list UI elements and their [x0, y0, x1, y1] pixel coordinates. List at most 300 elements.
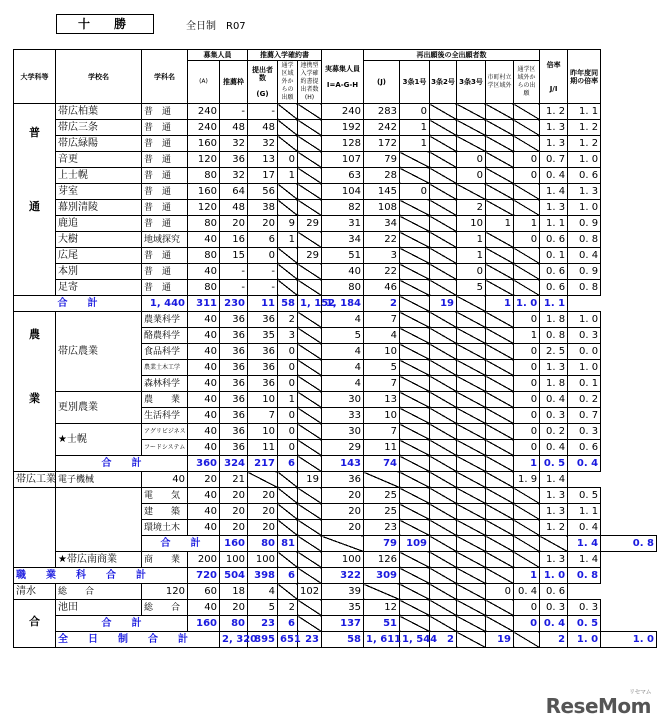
cell-go — [278, 120, 298, 136]
cell-sf: 80 — [248, 536, 278, 552]
cell-a: 160 — [188, 136, 220, 152]
cell-jo: 0 — [514, 408, 540, 424]
cell-jm — [486, 616, 514, 632]
cell-go — [278, 136, 298, 152]
cell-g2: 651 — [278, 632, 298, 648]
school-name: 池田 — [56, 600, 142, 616]
department-name: アグリビジネス — [142, 424, 188, 440]
cell-g2: 35 — [248, 328, 278, 344]
cell-j2 — [430, 424, 457, 440]
cell-sf: - — [220, 280, 248, 296]
cell-jo: 2 — [540, 632, 568, 648]
department-name: 普 通 — [142, 168, 188, 184]
cell-g2: 36 — [248, 312, 278, 328]
cell-j2 — [430, 152, 457, 168]
cell-i: 35 — [322, 600, 364, 616]
cell-sf: - — [220, 104, 248, 120]
school-name: 幕別清陵 — [56, 200, 142, 216]
cell-jo — [514, 504, 540, 520]
cell-j1 — [364, 584, 400, 600]
cell-j3 — [457, 616, 486, 632]
cell-r: 0. 6 — [540, 232, 568, 248]
cell-sf: 20 — [220, 488, 248, 504]
department-name: 森林科学 — [142, 376, 188, 392]
col-actual: 実募集人員 I=A-G-H — [322, 50, 364, 104]
cell-j: 7 — [364, 424, 400, 440]
cell-go: 0 — [278, 360, 298, 376]
cell-j2 — [430, 456, 457, 472]
col-school: 学校名 — [56, 50, 142, 104]
department-name: 生活科学 — [142, 408, 188, 424]
cell-jm — [486, 456, 514, 472]
cell-p: 1. 1 — [568, 104, 601, 120]
cell-r: 1. 3 — [540, 200, 568, 216]
cell-jm: 1 — [486, 216, 514, 232]
cell-i: 63 — [322, 168, 364, 184]
cell-go: 1 — [278, 392, 298, 408]
cell-p: 1. 4 — [568, 552, 601, 568]
col-reapp-j: (J) — [364, 61, 400, 104]
cell-jm — [486, 504, 514, 520]
cell-jm — [486, 248, 514, 264]
cell-p: 1. 1 — [540, 296, 568, 312]
cell-j3: 10 — [457, 216, 486, 232]
cell-jo: 1 — [486, 296, 514, 312]
cell-g2: 13 — [248, 152, 278, 168]
cell-p: 0. 8 — [568, 280, 601, 296]
cell-h — [298, 152, 322, 168]
cell-p: 0. 6 — [568, 168, 601, 184]
department-name: 普 通 — [142, 200, 188, 216]
cell-i: 4 — [322, 376, 364, 392]
cell-g2: 230 — [220, 296, 248, 312]
school-name: 音更 — [56, 152, 142, 168]
cell-a: 160 — [188, 184, 220, 200]
cell-j3 — [457, 520, 486, 536]
category-label: 通 — [29, 199, 40, 213]
cell-h: 58 — [322, 632, 364, 648]
cell-sf: 32 — [220, 168, 248, 184]
cell-r: 1. 3 — [540, 504, 568, 520]
cell-h — [298, 280, 322, 296]
col-group: 大学科等 — [14, 50, 56, 104]
cell-j1 — [400, 360, 430, 376]
cell-h — [322, 536, 364, 552]
cell-sf: 36 — [220, 328, 248, 344]
col-dept: 学科名 — [142, 50, 188, 104]
department-name: 酪農科学 — [142, 328, 188, 344]
col-suisen-group: 推薦入学確約書 — [248, 50, 322, 61]
cell-i: 107 — [322, 152, 364, 168]
cell-j1: 2 — [364, 296, 400, 312]
cell-j2 — [400, 472, 430, 488]
cell-sf: 324 — [220, 456, 248, 472]
cell-jo: 0 — [514, 152, 540, 168]
cell-go — [278, 552, 298, 568]
cell-j3 — [486, 536, 514, 552]
cell-p: 0. 8 — [568, 568, 601, 584]
cell-jm — [457, 472, 486, 488]
cell-a: 40 — [188, 232, 220, 248]
cell-jm — [486, 408, 514, 424]
cell-j1 — [400, 312, 430, 328]
cell-jm — [486, 184, 514, 200]
cell-j2 — [430, 376, 457, 392]
cell-j: 39 — [322, 584, 364, 600]
application-table — [13, 49, 657, 648]
cell-a: 240 — [188, 120, 220, 136]
cell-h: 58 — [278, 296, 298, 312]
cell-j2 — [430, 440, 457, 456]
cell-i: 30 — [322, 424, 364, 440]
cell-j1 — [400, 552, 430, 568]
cell-j1 — [400, 152, 430, 168]
cell-a: 80 — [188, 248, 220, 264]
cell-j1: 0 — [400, 184, 430, 200]
cell-h — [298, 600, 322, 616]
cell-i: 4 — [322, 312, 364, 328]
cell-j: 10 — [364, 344, 400, 360]
cell-g2: 20 — [248, 520, 278, 536]
cell-j: 3 — [364, 248, 400, 264]
school-name — [56, 488, 142, 552]
cell-p: 0. 6 — [568, 440, 601, 456]
cell-jo: 0 — [514, 440, 540, 456]
cell-j: 145 — [364, 184, 400, 200]
cell-go: 6 — [278, 568, 298, 584]
cell-go — [278, 104, 298, 120]
cell-j1 — [400, 488, 430, 504]
cell-h — [298, 520, 322, 536]
table-row — [14, 184, 657, 200]
cell-j1: 0 — [400, 104, 430, 120]
col-suisen-count: 提出者数 (G) — [248, 61, 278, 104]
cell-j: 126 — [364, 552, 400, 568]
cell-j2 — [430, 280, 457, 296]
resemom-logo — [545, 689, 651, 718]
cell-j: 79 — [364, 152, 400, 168]
cell-j1 — [400, 168, 430, 184]
cell-go: 6 — [278, 616, 298, 632]
cell-i: 79 — [364, 536, 400, 552]
department-name: 総 合 — [56, 584, 142, 600]
cell-j1 — [400, 568, 430, 584]
cell-go — [278, 280, 298, 296]
cell-j1 — [400, 200, 430, 216]
cell-j2 — [400, 584, 430, 600]
cell-i: 82 — [322, 200, 364, 216]
cell-sf: 36 — [220, 440, 248, 456]
cell-h — [298, 440, 322, 456]
cell-a: 80 — [188, 280, 220, 296]
cell-go: 2 — [278, 312, 298, 328]
cell-go: 0 — [278, 440, 298, 456]
cell-j: 51 — [364, 616, 400, 632]
cell-j3 — [457, 328, 486, 344]
cell-p: 0. 4 — [568, 248, 601, 264]
cell-g2: 32 — [248, 136, 278, 152]
cell-j1 — [400, 216, 430, 232]
cell-j: 46 — [364, 280, 400, 296]
cell-h: 29 — [298, 248, 322, 264]
cell-j2 — [430, 568, 457, 584]
cell-sf: 311 — [188, 296, 220, 312]
cell-r: 0. 8 — [540, 328, 568, 344]
cell-j2 — [430, 104, 457, 120]
cell-p: 0. 0 — [568, 344, 601, 360]
cell-p: 1. 4 — [540, 472, 568, 488]
cell-jm — [486, 440, 514, 456]
logo-text: ReseMom — [545, 694, 651, 718]
cell-sf: 20 — [220, 520, 248, 536]
grand-total-label: 職 業 科 合 計 — [14, 568, 188, 584]
cell-go: 9 — [278, 216, 298, 232]
cell-j2 — [430, 232, 457, 248]
subtotal-row — [14, 456, 657, 472]
cell-a: 360 — [188, 456, 220, 472]
cell-a: 120 — [142, 584, 188, 600]
cell-r: 1. 0 — [540, 568, 568, 584]
cell-g2: 5 — [248, 600, 278, 616]
cell-j: 13 — [364, 392, 400, 408]
col-ratio: 倍率 J/I — [540, 50, 568, 104]
cell-go: 0 — [278, 376, 298, 392]
cell-go — [278, 184, 298, 200]
cell-i: 20 — [322, 520, 364, 536]
cell-go: 1 — [278, 232, 298, 248]
cell-go — [278, 264, 298, 280]
col-reapp: 再出願後の全出願者数 — [364, 50, 540, 61]
cell-j2 — [430, 600, 457, 616]
cell-j3 — [457, 344, 486, 360]
cell-go: 6 — [278, 456, 298, 472]
cell-h — [298, 408, 322, 424]
cell-go: 3 — [278, 328, 298, 344]
cell-h — [298, 104, 322, 120]
cell-sf: - — [220, 264, 248, 280]
cell-jo: 0 — [514, 616, 540, 632]
cell-jo: 0 — [514, 360, 540, 376]
cell-r: 1. 0 — [568, 632, 601, 648]
category-cell — [14, 104, 56, 296]
department-name: 電子機械 — [56, 472, 142, 488]
cell-h — [278, 472, 298, 488]
cell-j: 172 — [364, 136, 400, 152]
table-row — [14, 200, 657, 216]
cell-j3 — [457, 376, 486, 392]
cell-jm — [486, 344, 514, 360]
cell-jm — [486, 168, 514, 184]
cell-r: 1. 3 — [540, 360, 568, 376]
cell-h — [298, 344, 322, 360]
cell-a: 40 — [188, 520, 220, 536]
cell-jo — [514, 136, 540, 152]
cell-j3 — [430, 472, 457, 488]
table-row — [14, 248, 657, 264]
cell-p: 0. 4 — [568, 520, 601, 536]
cell-i: 29 — [322, 440, 364, 456]
cell-i: 104 — [322, 184, 364, 200]
cell-j: 7 — [364, 312, 400, 328]
cell-sf: 64 — [220, 184, 248, 200]
cell-j2 — [430, 344, 457, 360]
cell-a: 1, 440 — [142, 296, 188, 312]
cell-jo — [514, 184, 540, 200]
cell-r: 2. 5 — [540, 344, 568, 360]
subtotal-row — [14, 296, 657, 312]
cell-a: 40 — [142, 472, 188, 488]
cell-g2: - — [248, 104, 278, 120]
col-recruit-a: (A) — [188, 61, 220, 104]
cell-j3: 0 — [457, 264, 486, 280]
category-label: 普 — [29, 125, 40, 139]
cell-h — [278, 584, 298, 600]
cell-jm — [486, 200, 514, 216]
cell-j: 10 — [364, 408, 400, 424]
cell-i: 31 — [322, 216, 364, 232]
header — [0, 14, 661, 36]
department-name: 普 通 — [142, 216, 188, 232]
cell-g2: 217 — [248, 456, 278, 472]
cell-j1 — [364, 472, 400, 488]
cell-i: 51 — [322, 248, 364, 264]
cell-sf: 20 — [188, 472, 220, 488]
cell-jo: 0 — [514, 232, 540, 248]
cell-r: 1. 1 — [540, 216, 568, 232]
cell-i: 143 — [322, 456, 364, 472]
cell-p: 0. 8 — [568, 232, 601, 248]
cell-j3 — [457, 488, 486, 504]
cell-h — [298, 120, 322, 136]
cell-r: 0. 6 — [540, 264, 568, 280]
cell-h: 29 — [298, 216, 322, 232]
col-prev: 昨年度同期の倍率 — [568, 50, 601, 104]
school-name: 上士幌 — [56, 168, 142, 184]
cell-r: 1. 4 — [568, 536, 601, 552]
cell-i: 192 — [322, 120, 364, 136]
cell-j2 — [430, 264, 457, 280]
cell-i: 19 — [298, 472, 322, 488]
region-title: 十 勝 — [56, 14, 154, 34]
cell-j3: 0 — [457, 168, 486, 184]
cell-h — [298, 328, 322, 344]
school-name: 鹿追 — [56, 216, 142, 232]
cell-j: 242 — [364, 120, 400, 136]
cell-j3: 19 — [430, 296, 457, 312]
cell-j2 — [457, 536, 486, 552]
cell-i: 1, 152 — [298, 296, 322, 312]
cell-j3: 5 — [457, 280, 486, 296]
cell-j: 34 — [364, 216, 400, 232]
cell-j: 11 — [364, 440, 400, 456]
cell-j2 — [430, 552, 457, 568]
cell-j2 — [430, 248, 457, 264]
table-row — [14, 120, 657, 136]
cell-jo — [514, 104, 540, 120]
cell-sf: 16 — [220, 232, 248, 248]
cell-j1 — [400, 616, 430, 632]
cell-j: 4 — [364, 328, 400, 344]
cell-i: 20 — [322, 488, 364, 504]
cell-j2 — [430, 488, 457, 504]
table-row — [14, 312, 657, 328]
cell-g2: 10 — [248, 392, 278, 408]
school-name: 足寄 — [56, 280, 142, 296]
cell-r: 0. 6 — [540, 280, 568, 296]
cell-a: 80 — [188, 216, 220, 232]
department-name: フードシステム — [142, 440, 188, 456]
cell-g2: 36 — [248, 360, 278, 376]
cell-sf: 20 — [220, 504, 248, 520]
cell-g2: 38 — [248, 200, 278, 216]
department-name: 普 通 — [142, 120, 188, 136]
cell-h — [298, 456, 322, 472]
cell-g2: 17 — [248, 168, 278, 184]
school-name: 更別農業 — [56, 392, 142, 424]
cell-g2: 36 — [248, 376, 278, 392]
cell-h — [298, 264, 322, 280]
col-suisen-ren: 連携型入学確約書提出者数(H) — [298, 61, 322, 104]
table-row — [14, 264, 657, 280]
col-jo3: 3条3号 — [457, 61, 486, 104]
cell-p: 1. 0 — [568, 152, 601, 168]
cell-sf: 36 — [220, 376, 248, 392]
school-name: 本別 — [56, 264, 142, 280]
cell-jo: 0 — [514, 168, 540, 184]
department-name: 普 通 — [142, 280, 188, 296]
cell-h — [298, 616, 322, 632]
cell-i: 4 — [322, 360, 364, 376]
department-name: 農業土木工学 — [142, 360, 188, 376]
cell-g2: 20 — [248, 216, 278, 232]
cell-g2: 7 — [248, 408, 278, 424]
cell-jo — [540, 536, 568, 552]
department-name: 普 通 — [142, 152, 188, 168]
school-name: 帯広三条 — [56, 120, 142, 136]
cell-j3 — [457, 360, 486, 376]
cell-jo — [514, 488, 540, 504]
cell-g2: 48 — [248, 120, 278, 136]
col-suisen-frame: 推薦枠 — [220, 61, 248, 104]
cell-jo: 1 — [514, 456, 540, 472]
cell-p: 0. 5 — [568, 488, 601, 504]
cell-go — [248, 472, 278, 488]
cell-j2 — [430, 184, 457, 200]
school-name: ★帯広南商業 — [56, 552, 142, 568]
cell-a: 40 — [188, 344, 220, 360]
cell-p: 0. 2 — [568, 392, 601, 408]
cell-jm — [486, 488, 514, 504]
cell-j1: 1 — [400, 120, 430, 136]
cell-jm — [486, 600, 514, 616]
cell-i: 240 — [322, 104, 364, 120]
cell-r: 0. 4 — [540, 392, 568, 408]
cell-r: 1. 3 — [540, 136, 568, 152]
cell-jm — [486, 552, 514, 568]
cell-j: 309 — [364, 568, 400, 584]
cell-g2: 21 — [220, 472, 248, 488]
cell-a: 40 — [188, 312, 220, 328]
cell-go: 2 — [278, 600, 298, 616]
cell-j3 — [430, 584, 457, 600]
cell-r: 0. 4 — [540, 168, 568, 184]
cell-a: 160 — [188, 616, 220, 632]
cell-jm — [486, 328, 514, 344]
cell-j3 — [457, 136, 486, 152]
category-label: 業 — [29, 391, 40, 405]
cell-j2 — [430, 136, 457, 152]
table-row — [14, 424, 657, 440]
